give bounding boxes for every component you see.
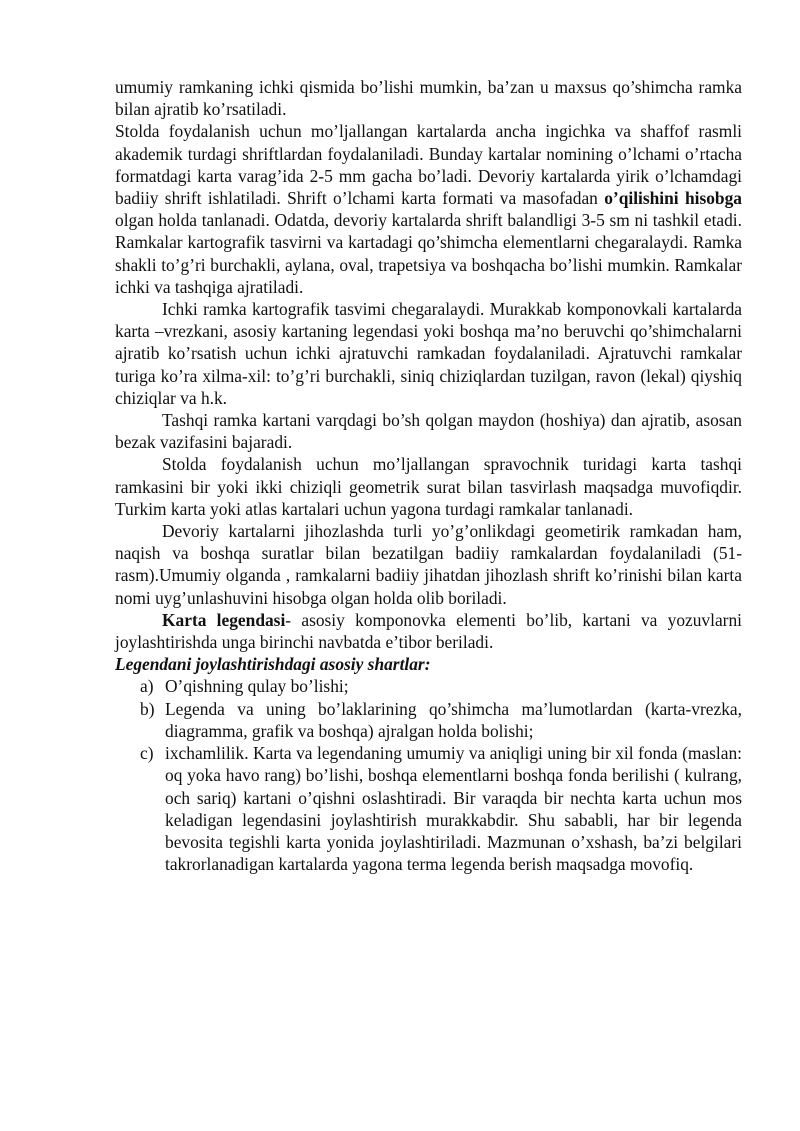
- paragraph-text: olgan holda tanlanadi. Odatda, devoriy kartalarda shrift balandligi 3-5 sm ni tashkil etadi. Ramkalar kartografik tasvirni va kartadagi qo’shimcha elementlarni chegaralaydi. Ramka shakli to’g’ri burchakli, aylana, oval, trapetsiya va boshqacha bo’lishi mumkin. Ramkalar ichki va tashqiga ajratiladi.: [115, 210, 742, 297]
- list-item: [115, 675, 742, 697]
- paragraph-text: - asosiy komponovka elementi bo’lib, kartani va yozuvlarni joylashtirishda unga birinchi navbatda e’tibor beriladi.: [115, 609, 742, 653]
- paragraph-karta-legendasi: [115, 609, 742, 653]
- bold-phrase: o’qilishini hisobga: [604, 188, 742, 209]
- paragraph-devoriy-kartalar: Devoriy kartalarni jihozlashda turli yo’g’onlikdagi geometirik ramkadan ham, naqish va boshqa suratlar bilan bezatilgan badiiy ramkalardan foydalaniladi (51-rasm).Umumiy olganda , ramkalarni badiiy jihatdan jihozlash shrift ko’rinishi bilan karta nomi uyg’unlashuvini hisobga olgan holda olib boriladi.: [115, 521, 742, 608]
- paragraph-tashqi-ramka: Tashqi ramka kartani varqdagi bo’sh qolgan maydon (hoshiya) dan ajratib, asosan bezak vazifasini bajaradi.: [115, 410, 742, 453]
- section-heading: Legendani joylashtirishdagi asosiy shartlar:: [115, 654, 431, 675]
- list-marker: a): [140, 676, 154, 697]
- paragraph-text: Stolda foydalanish uchun mo’ljallangan kartalarda ancha ingichka va shaffof rasmli akademik turdagi shriftlardan foydalaniladi. Bunday kartalar nomining o’lchami o’rtacha formatdagi karta varag’ida 2-5 mm gacha bo’ladi. Devoriy kartalarda yirik o’lchamdagi badiiy shrift ishlatiladi. Shrift o’lchami karta formati va masofadan: [115, 121, 742, 209]
- paragraph-ichki-ramka: Ichki ramka kartografik tasvimi chegaralaydi. Murakkab komponovkali kartalarda karta –vrezkani, asosiy kartaning legendasi yoki boshqa ma’no beruvchi qo’shimchalarni ajratib ko’rsatish uchun ichki ajratuvchi ramkadan foydalaniladi. Ajratuvchi ramkalar turiga ko’ra xilma-xil: to’g’ri burchakli, siniq chiziqlardan tuzilgan, ravon (lekal) qiyshiq chiziqlar va h.k.: [115, 299, 742, 408]
- bold-term: Karta legendasi: [162, 609, 286, 630]
- list-marker: b): [140, 698, 155, 719]
- conditions-list: [115, 675, 742, 875]
- list-marker: c): [140, 743, 154, 764]
- paragraph-stolda-shriftlar: [115, 120, 742, 298]
- paragraph-spravochnik-karta: Stolda foydalanish uchun mo’ljallangan spravochnik turidagi karta tashqi ramkasini bir yoki ikki chiziqli geometrik surat bilan tasvirlash maqsadga muvofiqdir. Turkim karta yoki atlas kartalari uchun yagona turdagi ramkalar tanlanadi.: [115, 454, 742, 519]
- list-item: [115, 742, 742, 875]
- document-page: [115, 76, 742, 875]
- list-item-text: ixchamlilik. Karta va legendaning umumiy va aniqligi uning bir xil fonda (maslan: oq yoka havo rang) bo’lishi, boshqa elementlarni boshqa fonda berilishi ( kulrang, och sariq) kartani o’qishni oslashtiradi. Bir varaqda bir nechta karta uchun mos keladigan legendasini joylashtirish murakkabdir. Shu sababli, har bir legenda bevosita tegishli karta yonida joylashtiriladi. Mazmunan o’xshash, ba’zi belgilari takrorlanadigan kartalarda yagona terma legenda berish maqsadga movofiq.: [165, 743, 742, 875]
- list-item-text: O’qishning qulay bo’lishi;: [165, 676, 349, 697]
- paragraph-ramka-continuation: umumiy ramkaning ichki qismida bo’lishi mumkin, ba’zan u maxsus qo’shimcha ramka bilan ajratib ko’rsatiladi.: [115, 77, 742, 120]
- list-item-text: Legenda va uning bo’laklarining qo’shimcha ma’lumotlardan (karta-vrezka, diagramma, grafik va boshqa) ajralgan holda bolishi;: [165, 698, 742, 741]
- list-item: [115, 698, 742, 742]
